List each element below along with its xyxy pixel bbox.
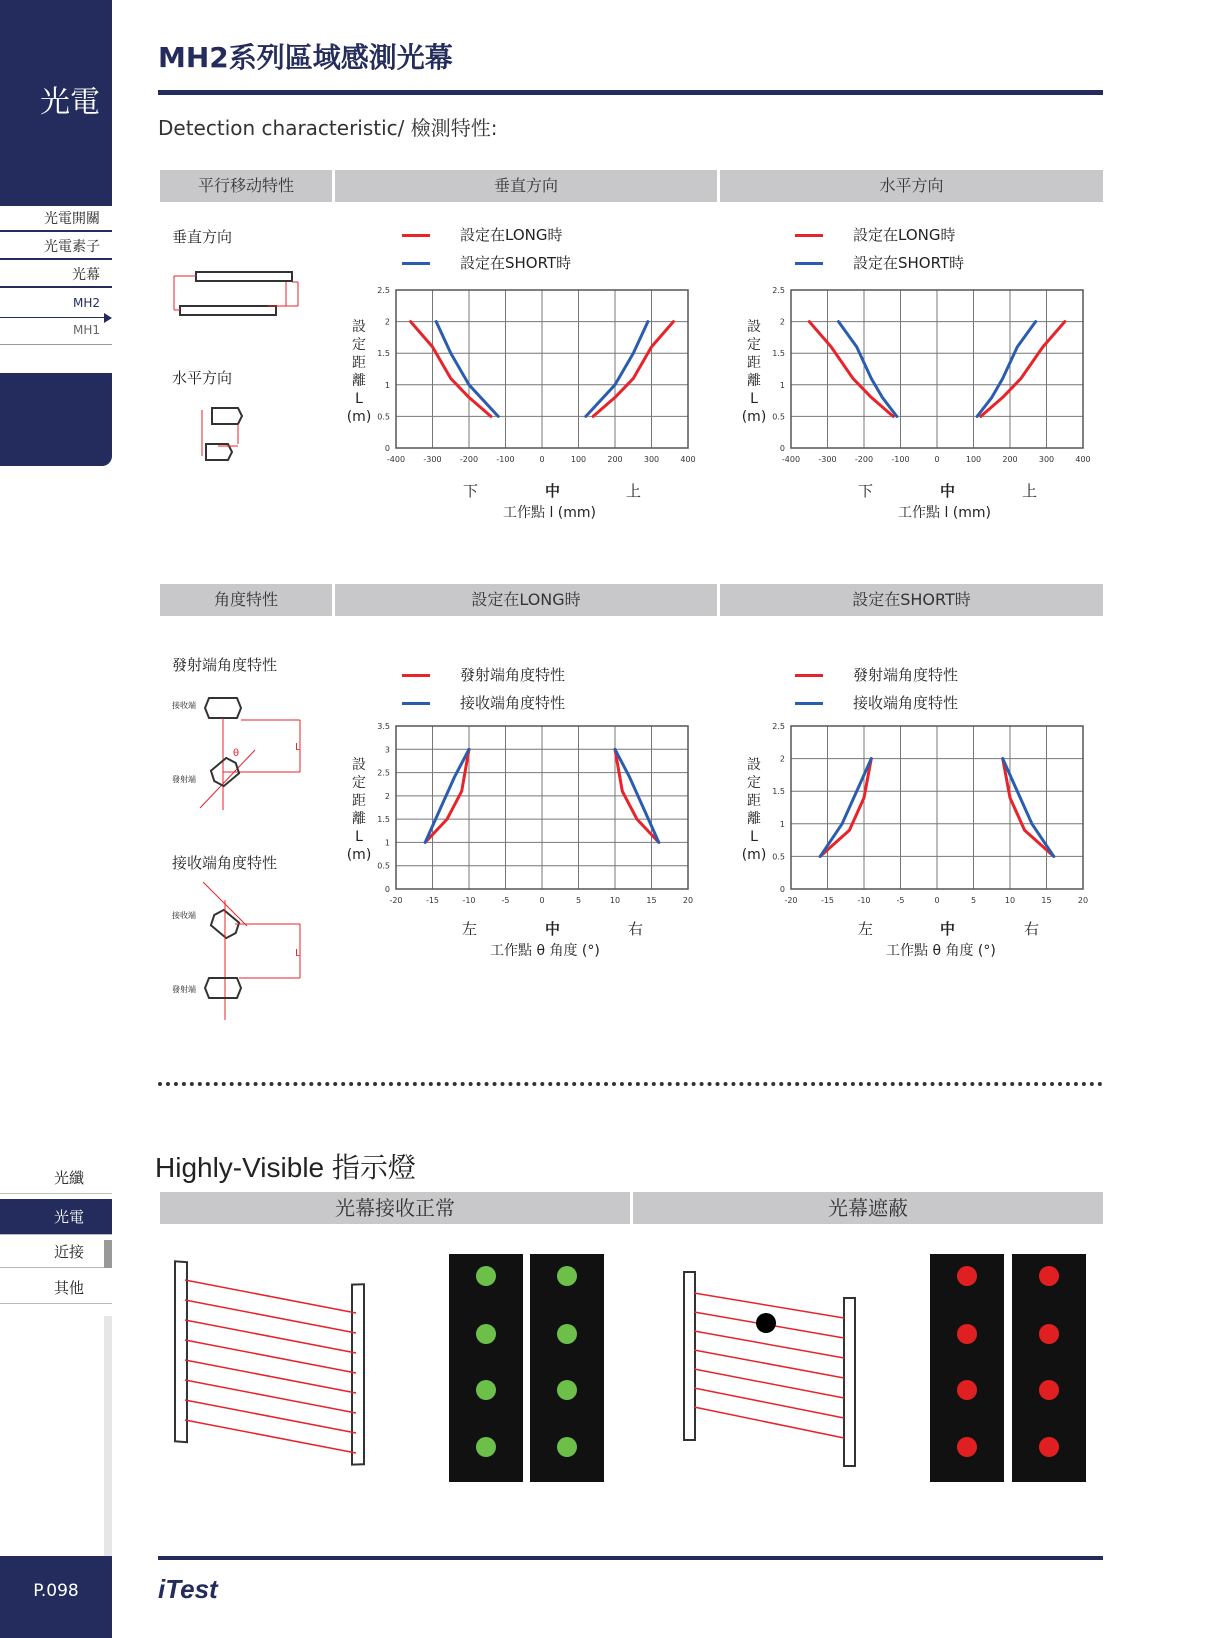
y-tick-label: 1.5 bbox=[772, 787, 785, 797]
series-line bbox=[411, 322, 491, 417]
diagram-small-emitter: 發射端 bbox=[172, 775, 196, 784]
x-tick-label: -5 bbox=[896, 896, 905, 905]
y-axis-char: L bbox=[355, 829, 363, 845]
indicator-panel bbox=[530, 1254, 604, 1482]
legend-emitter bbox=[795, 664, 958, 685]
tab-label: 光電 bbox=[53, 1208, 84, 1226]
dir-label-right: 右 bbox=[628, 920, 644, 938]
x-tick-label: 300 bbox=[1038, 455, 1055, 464]
tab-label: 光纖 bbox=[53, 1169, 84, 1187]
legend-label: 設定在SHORT時 bbox=[853, 254, 965, 272]
y-axis-char: L bbox=[355, 391, 363, 407]
sidebar-item-photoelectric-switch[interactable] bbox=[0, 208, 112, 230]
indicator-light-red bbox=[1039, 1380, 1059, 1400]
y-axis-char: 定 bbox=[747, 337, 761, 353]
chart-angle-short bbox=[772, 718, 1095, 913]
tab-proximity[interactable] bbox=[0, 1236, 112, 1268]
sidebar-item-photoelectric-element[interactable] bbox=[0, 236, 112, 258]
y-tick-label: 2 bbox=[384, 791, 390, 801]
legend-swatch-red bbox=[402, 674, 430, 677]
y-axis-char: 離 bbox=[747, 811, 761, 827]
sidebar-item-label: 光幕 bbox=[72, 267, 100, 283]
svg-text:L: L bbox=[295, 948, 301, 959]
x-tick-label: 15 bbox=[646, 896, 657, 905]
x-tick-label: 10 bbox=[1004, 896, 1016, 905]
indicator-light-red bbox=[957, 1437, 977, 1457]
section-subtitle: Detection characteristic/ 檢測特性: bbox=[158, 116, 498, 140]
vertical-offset-diagram bbox=[168, 262, 308, 322]
legend-label: 接收端角度特性 bbox=[460, 694, 566, 712]
y-tick-label: 0.5 bbox=[772, 412, 785, 422]
legend-short bbox=[402, 252, 571, 273]
indicator-panel bbox=[449, 1254, 523, 1482]
indicator-light-green bbox=[557, 1324, 577, 1344]
y-axis-char: 距 bbox=[352, 793, 366, 809]
tab-label: 近接 bbox=[53, 1243, 84, 1261]
light-curtain-blocked-diagram bbox=[680, 1268, 860, 1478]
indicator-light-red bbox=[957, 1380, 977, 1400]
section-bar-vertical: 垂直方向 bbox=[335, 170, 717, 202]
y-axis-label bbox=[346, 756, 372, 864]
legend-label: 接收端角度特性 bbox=[853, 694, 959, 712]
x-tick-label: 0 bbox=[539, 896, 545, 905]
legend-swatch-blue bbox=[402, 702, 430, 705]
indicator-panel bbox=[1012, 1254, 1086, 1482]
title-rule bbox=[158, 90, 1103, 95]
dir-label-center: 中 bbox=[545, 482, 561, 500]
tab-label: 其他 bbox=[53, 1279, 84, 1297]
indicator-light-red bbox=[1039, 1266, 1059, 1286]
legend-label: 發射端角度特性 bbox=[853, 666, 959, 684]
obstacle bbox=[756, 1313, 776, 1333]
arrow-right-icon bbox=[104, 313, 112, 323]
x-tick-label: 200 bbox=[1002, 455, 1018, 464]
y-axis-label bbox=[741, 756, 767, 864]
y-axis-char: 設 bbox=[352, 757, 366, 773]
y-tick-label: 1 bbox=[384, 838, 390, 848]
x-tick-label: 100 bbox=[965, 455, 982, 464]
y-axis-char: 定 bbox=[747, 775, 761, 791]
chart-angle-long bbox=[377, 718, 700, 913]
indicator-light-red bbox=[1039, 1324, 1059, 1344]
section-bar-blocked: 光幕遮蔽 bbox=[633, 1192, 1103, 1224]
y-axis-label bbox=[346, 318, 372, 426]
y-tick-label: 0.5 bbox=[377, 861, 390, 871]
legend-label: 發射端角度特性 bbox=[460, 666, 566, 684]
indicator-light-green bbox=[476, 1437, 496, 1457]
x-tick-label: 100 bbox=[570, 455, 587, 464]
y-axis-char: (m) bbox=[741, 847, 767, 863]
dir-label-center: 中 bbox=[940, 482, 956, 500]
section-bar-long: 設定在LONG時 bbox=[335, 584, 717, 616]
series-line bbox=[981, 322, 1065, 417]
receiver-angle-diagram bbox=[195, 880, 315, 1025]
sidebar-item-mh1[interactable] bbox=[0, 323, 112, 343]
x-axis-title: 工作點 θ 角度 (°) bbox=[490, 943, 600, 959]
dir-label-right: 右 bbox=[1024, 920, 1040, 938]
dir-label-left: 左 bbox=[462, 920, 478, 938]
y-tick-label: 1 bbox=[779, 819, 785, 829]
y-tick-label: 2.5 bbox=[772, 722, 785, 731]
y-tick-label: 0 bbox=[779, 444, 785, 453]
x-tick-label: -15 bbox=[425, 896, 440, 905]
legend-emitter bbox=[402, 664, 565, 685]
legend-swatch-red bbox=[795, 234, 823, 237]
sidebar-item-label: 光電開關 bbox=[44, 211, 100, 227]
y-tick-label: 0.5 bbox=[377, 412, 390, 422]
legend-swatch-red bbox=[795, 674, 823, 677]
light-curtain-normal-diagram bbox=[170, 1255, 370, 1485]
horizontal-offset-diagram bbox=[198, 404, 258, 464]
y-axis-char: L bbox=[750, 829, 758, 845]
tab-photoelectric[interactable] bbox=[0, 1199, 112, 1235]
svg-text:L: L bbox=[295, 742, 301, 753]
indicator-light-green bbox=[476, 1380, 496, 1400]
y-axis-char: 離 bbox=[747, 373, 761, 389]
sidebar-item-label: MH1 bbox=[72, 323, 100, 337]
indicator-title: Highly-Visible 指示燈 bbox=[155, 1152, 416, 1183]
diagram-label-receiver: 接收端角度特性 bbox=[172, 854, 278, 872]
page-number: P.098 bbox=[0, 1556, 112, 1638]
x-tick-label: 5 bbox=[970, 896, 977, 905]
diagram-small-receiver: 接收端 bbox=[172, 911, 196, 920]
legend-swatch-blue bbox=[795, 702, 823, 705]
x-tick-label: 15 bbox=[1041, 896, 1052, 905]
y-tick-label: 1.5 bbox=[377, 349, 390, 359]
y-tick-label: 0 bbox=[384, 444, 390, 453]
diagram-label-vertical: 垂直方向 bbox=[172, 228, 233, 246]
legend-swatch-blue bbox=[402, 262, 430, 265]
legend-long bbox=[795, 224, 955, 245]
y-tick-label: 2 bbox=[384, 317, 390, 327]
y-tick-label: 2 bbox=[779, 754, 785, 764]
indicator-light-green bbox=[476, 1324, 496, 1344]
x-tick-label: 200 bbox=[607, 455, 623, 464]
x-tick-label: -100 bbox=[891, 455, 910, 464]
y-axis-char: (m) bbox=[346, 409, 372, 425]
y-tick-label: 1 bbox=[384, 380, 390, 390]
y-axis-char: 設 bbox=[352, 319, 366, 335]
diagram-label-emitter: 發射端角度特性 bbox=[172, 656, 278, 674]
diagram-small-receiver: 接收端 bbox=[172, 701, 196, 710]
y-tick-label: 1 bbox=[779, 380, 785, 390]
section-bar-short: 設定在SHORT時 bbox=[720, 584, 1103, 616]
x-tick-label: 10 bbox=[609, 896, 621, 905]
indicator-light-green bbox=[557, 1380, 577, 1400]
chart-horizontal-direction bbox=[772, 282, 1095, 472]
y-axis-char: 距 bbox=[747, 793, 761, 809]
x-tick-label: -10 bbox=[462, 896, 476, 905]
legend-long bbox=[402, 224, 562, 245]
dir-label-down: 下 bbox=[463, 482, 479, 500]
sidebar-item-light-curtain[interactable] bbox=[0, 264, 112, 286]
divider bbox=[0, 230, 112, 232]
x-tick-label: 400 bbox=[1075, 455, 1091, 464]
x-tick-label: -400 bbox=[386, 455, 406, 464]
y-axis-char: 離 bbox=[352, 811, 366, 827]
x-axis-title: 工作點 l (mm) bbox=[898, 505, 991, 521]
indicator-light-red bbox=[957, 1324, 977, 1344]
legend-label: 設定在SHORT時 bbox=[460, 254, 572, 272]
tab-fiber[interactable] bbox=[0, 1162, 112, 1194]
sidebar-scroll-rail bbox=[104, 1316, 112, 1556]
dir-label-up: 上 bbox=[626, 482, 642, 500]
y-tick-label: 0 bbox=[779, 885, 785, 894]
legend-swatch-red bbox=[402, 234, 430, 237]
section-bar-angle: 角度特性 bbox=[160, 584, 332, 616]
y-tick-label: 0 bbox=[384, 885, 390, 894]
indicator-light-green bbox=[476, 1266, 496, 1286]
y-axis-char: (m) bbox=[346, 847, 372, 863]
sidebar-item-label: 光電素子 bbox=[44, 239, 100, 255]
sidebar-decor-block bbox=[0, 373, 112, 466]
diagram-label-horizontal: 水平方向 bbox=[172, 369, 233, 387]
x-tick-label: -10 bbox=[857, 896, 871, 905]
divider bbox=[0, 286, 112, 288]
sidebar-item-label: MH2 bbox=[72, 296, 100, 310]
legend-label: 設定在LONG時 bbox=[853, 226, 956, 244]
x-tick-label: 20 bbox=[1077, 896, 1089, 905]
divider bbox=[0, 258, 112, 260]
y-axis-char: 設 bbox=[747, 319, 761, 335]
y-axis-char: 定 bbox=[352, 775, 366, 791]
legend-short bbox=[795, 252, 964, 273]
x-tick-label: 0 bbox=[539, 455, 545, 464]
y-axis-char: 設 bbox=[747, 757, 761, 773]
x-tick-label: -5 bbox=[501, 896, 510, 905]
y-axis-char: 離 bbox=[352, 373, 366, 389]
indicator-light-green bbox=[557, 1437, 577, 1457]
x-tick-label: -300 bbox=[423, 455, 442, 464]
x-tick-label: 0 bbox=[934, 896, 940, 905]
x-tick-label: -15 bbox=[820, 896, 835, 905]
x-tick-label: 400 bbox=[680, 455, 696, 464]
divider bbox=[0, 344, 112, 345]
dir-label-center: 中 bbox=[940, 920, 956, 938]
series-line bbox=[593, 322, 673, 417]
x-tick-label: -400 bbox=[781, 455, 801, 464]
sidebar-item-mh2[interactable] bbox=[0, 296, 112, 316]
y-tick-label: 2 bbox=[779, 317, 785, 327]
x-axis-title: 工作點 l (mm) bbox=[503, 505, 596, 521]
x-tick-label: -300 bbox=[818, 455, 837, 464]
legend-receiver bbox=[402, 692, 565, 713]
section-bar-horizontal: 水平方向 bbox=[720, 170, 1103, 202]
y-axis-char: L bbox=[750, 391, 758, 407]
emitter-angle-diagram bbox=[195, 690, 315, 815]
x-tick-label: -200 bbox=[854, 455, 874, 464]
x-tick-label: -20 bbox=[784, 896, 798, 905]
indicator-panel bbox=[930, 1254, 1004, 1482]
y-tick-label: 1.5 bbox=[377, 815, 390, 825]
y-axis-label bbox=[741, 318, 767, 426]
y-tick-label: 1.5 bbox=[772, 349, 785, 359]
x-tick-label: -20 bbox=[389, 896, 403, 905]
footer-rule bbox=[158, 1556, 1103, 1560]
dir-label-left: 左 bbox=[858, 920, 874, 938]
y-axis-char: 距 bbox=[747, 355, 761, 371]
section-bar-parallel: 平行移动特性 bbox=[160, 170, 332, 202]
indicator-light-red bbox=[957, 1266, 977, 1286]
page-title: MH2系列區域感測光幕 bbox=[158, 41, 453, 74]
indicator-light-green bbox=[557, 1266, 577, 1286]
svg-text:θ: θ bbox=[233, 748, 240, 759]
chart-vertical-direction bbox=[377, 282, 700, 472]
legend-receiver bbox=[795, 692, 958, 713]
dir-label-center: 中 bbox=[545, 920, 561, 938]
y-axis-char: (m) bbox=[741, 409, 767, 425]
y-axis-char: 定 bbox=[352, 337, 366, 353]
y-axis-char: 距 bbox=[352, 355, 366, 371]
x-tick-label: 5 bbox=[575, 896, 582, 905]
y-tick-label: 3 bbox=[384, 745, 390, 755]
brand-logo: iTest bbox=[158, 1574, 218, 1604]
arrow-line bbox=[0, 317, 106, 318]
x-tick-label: 20 bbox=[682, 896, 694, 905]
y-tick-label: 2.5 bbox=[377, 286, 390, 295]
legend-swatch-blue bbox=[795, 262, 823, 265]
legend-label: 設定在LONG時 bbox=[460, 226, 563, 244]
y-tick-label: 0.5 bbox=[772, 852, 785, 862]
x-tick-label: -200 bbox=[459, 455, 479, 464]
y-tick-label: 2.5 bbox=[772, 286, 785, 295]
sidebar-category: 光電 bbox=[40, 85, 100, 120]
tab-indicator bbox=[104, 1240, 112, 1268]
series-line bbox=[809, 322, 893, 417]
x-tick-label: 0 bbox=[934, 455, 940, 464]
y-tick-label: 2.5 bbox=[377, 768, 390, 778]
y-tick-label: 3.5 bbox=[377, 722, 390, 731]
section-divider bbox=[158, 1082, 1103, 1086]
x-axis-title: 工作點 θ 角度 (°) bbox=[886, 943, 996, 959]
dir-label-down: 下 bbox=[858, 482, 874, 500]
section-bar-normal: 光幕接收正常 bbox=[160, 1192, 630, 1224]
dir-label-up: 上 bbox=[1022, 482, 1038, 500]
tab-others[interactable] bbox=[0, 1272, 112, 1304]
x-tick-label: 300 bbox=[643, 455, 660, 464]
x-tick-label: -100 bbox=[496, 455, 515, 464]
diagram-small-emitter: 發射端 bbox=[172, 985, 196, 994]
indicator-light-red bbox=[1039, 1437, 1059, 1457]
